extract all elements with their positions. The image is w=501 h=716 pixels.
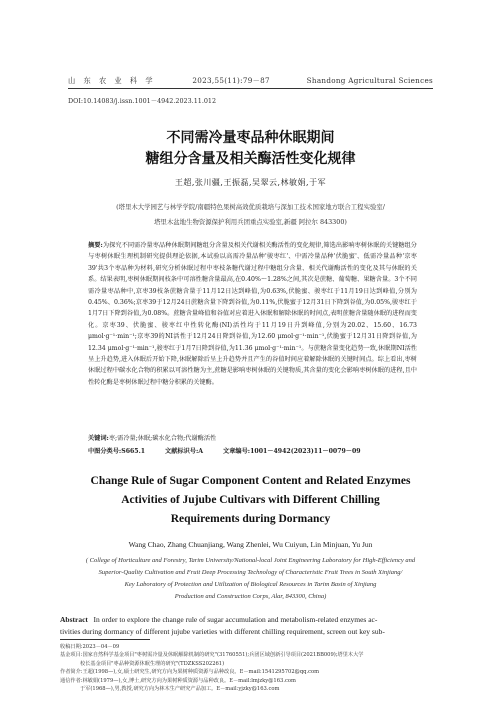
authors-cn: 王超,张川疆,王振磊,吴翠云,林敏娟,于军	[174, 178, 327, 187]
footnote-fund: 基金项目:国家自然科学基金项目"枣树需冷量及休眠解除机制的研究"(31760551);兵团区域创新引导项目(2021BB009);塔里木大学	[60, 652, 364, 659]
abstract-cn-text: 为探究不同需冷量枣品种休眠期间糖组分含量及相关代谢相关酶活性的变化规律,筛选出影响枣树休眠的关键糖组分与枣树休眠生理机制研究提供理论依据,本试验以高需冷量品种'骏枣红'、中需冷量品种'伏脆蜜'、低需冷量品种'京枣39'共3个枣品种为材料,研究分析休眠过程中枣枝条糖代谢过程中糖组分含量、相关代谢酶活性的变化及其与休眠的关系。结果表明,枣树休眠期间枝条中可溶性糖含量最高,在0.40%～1.28%之间,其次是蔗糖、葡萄糖、果糖含量。3个不同需冷量枣品种中,京枣39枝条蔗糖含量于11月12日达到峰值,为0.63%,伏脆蜜、骏枣红于11月19日达到峰值,分别为0.45%、0.36%;京枣39于12月24日蔗糖含量下降到谷值,为0.11%,伏脆蜜于12月31日下降到谷值,为0.05%,骏枣红于1月7日下降到谷值,为0.08%。蔗糖含量峰值和谷值对应着进入休眠和解除休眠的时间点,表明蔗糖含量随休眠的进程而变化。京枣39、伏脆蜜、骏枣红中性转化酶(NI)活性均于11月19日升到峰值,分别为20.02、15.60、16.73 μmol·g⁻¹·min⁻¹;京枣39的NI活性于12月24日降到谷值,为12.60 μmol·g⁻¹·min⁻¹,伏脆蜜于12月31日降到谷值,为12.34 μmol·g⁻¹·min⁻¹,骏枣红于1月7日降到谷值,为11.36 μmol·g⁻¹·min⁻¹。与蔗糖含量变化趋势一致,休眠期NI活性呈上升趋势,进入休眠后开始下降,休眠解除后呈上升趋势并且产生的谷值时间应着解除休眠的关键时间点。综上看出,枣树休眠过程中碳水化合物的积累以可溶性糖为主,蔗糖是影响枣树休眠的关键物质,其含量的变化会影响枣树休眠的进程,且中性转化酶是枣树休眠过程中糖分积累的关键酶。	[88, 242, 417, 386]
affiliation-cn-line: (塔里木大学园艺与林学学院/南疆特色果树高效优质栽培与深加工技术国家地方联合工程实验室/	[116, 203, 385, 211]
affiliation-en-line: Key Laboratory of Protection and Utilization of Biological Resources in Tarim Basin of Xinjiang	[124, 581, 377, 588]
abstract-en	[60, 614, 439, 637]
document-code: 文献标识号:A	[165, 448, 204, 455]
title-en-line: Change Rule of Sugar Component Content and Related Enzymes	[90, 475, 411, 487]
title-en	[50, 472, 451, 529]
footnotes	[60, 643, 441, 693]
abstract-cn	[88, 240, 417, 388]
footnote-received: 收稿日期:2023－04－09	[60, 644, 120, 650]
abstract-en-label: Abstract	[60, 615, 88, 624]
abstract-cn-label: 摘要:	[88, 242, 103, 249]
abstract-en-line: In order to explore the change rule of sugar accumulation and metabolism-related enzymes ac-	[93, 615, 378, 624]
header-rule	[68, 88, 433, 89]
clc-number: 中图分类号:S665.1	[88, 448, 146, 455]
title-cn-line: 不同需冷量枣品种休眠期间	[166, 130, 335, 146]
keywords-cn-label: 关键词:	[88, 435, 109, 442]
keywords-cn	[88, 433, 417, 442]
article-number: 文章编号:1001－4942(2023)11－0079－09	[223, 448, 361, 455]
affiliation-en-line: ( College of Horticulture and Forestry, Tarim University/National-local Joint Engineering Laboratory for High-Efficiency and	[85, 557, 416, 564]
title-cn	[60, 128, 441, 170]
doi: DOI:10.14083/j.issn.1001－4942.2023.11.012	[68, 97, 217, 105]
footnote-fund-cont: 校长基金项目"枣品种资源休眠生理的研究"(TDZKSS202261)	[80, 660, 225, 667]
affiliation-en-line: Production and Construction Corps, Alar, 843300, China)	[174, 593, 327, 600]
footnote-corresponding: 通信作者:林敏娟(1979—),女,博士,研究方向为果树种质资源与品种改良。E－mail:lmjzky@163.com	[60, 677, 296, 684]
affiliation-en	[70, 555, 431, 603]
authors-en: Wang Chao, Zhang Chuanjiang, Wang Zhenlei, Wu Cuiyun, Lin Minjuan, Yu Jun	[128, 540, 373, 549]
footnote-rule	[60, 639, 150, 640]
footnote-author: 作者简介:王超(1998—),女,硕士研究生,研究方向为果树种质资源与品种改良。E－mail:1541295702@qq.com	[60, 669, 320, 676]
running-header	[68, 76, 433, 86]
abstract-en-line: tivities during dormancy of different jujube varieties with different chilling requirement, screen out key sub-	[60, 626, 385, 636]
affiliation-en-line: Superior-Quality Cultivation and Fruit Deep Processing Technology of Characteristic Fruit Trees in South Xinjiang/	[98, 569, 403, 576]
title-en-line: Requirements during Dormancy	[170, 513, 331, 525]
affiliation-cn-line: 塔里木盆地生物资源保护利用兵团重点实验室,新疆 阿拉尔 843300)	[154, 218, 347, 226]
title-en-line: Activities of Jujube Cultivars with Different Chilling	[121, 494, 380, 506]
title-cn-line: 糖组分含量及相关酶活性变化规律	[145, 151, 356, 167]
issue-info: 2023,55(11):79－87	[192, 76, 270, 85]
classification-cn	[88, 446, 417, 455]
journal-name-cn: 山 东 农 业 科 学	[68, 76, 156, 85]
footnote-corresponding-cont: 于军(1968—),男,教授,研究方向为林木生产研究产品加工。E－mail:yjzky@163.com	[80, 686, 280, 693]
keywords-cn-text: 枣;需冷量;休眠;碳水化合物;代谢酶活性	[108, 435, 217, 442]
journal-name-en: Shandong Agricultural Sciences	[306, 76, 433, 85]
affiliation-cn	[60, 200, 441, 230]
